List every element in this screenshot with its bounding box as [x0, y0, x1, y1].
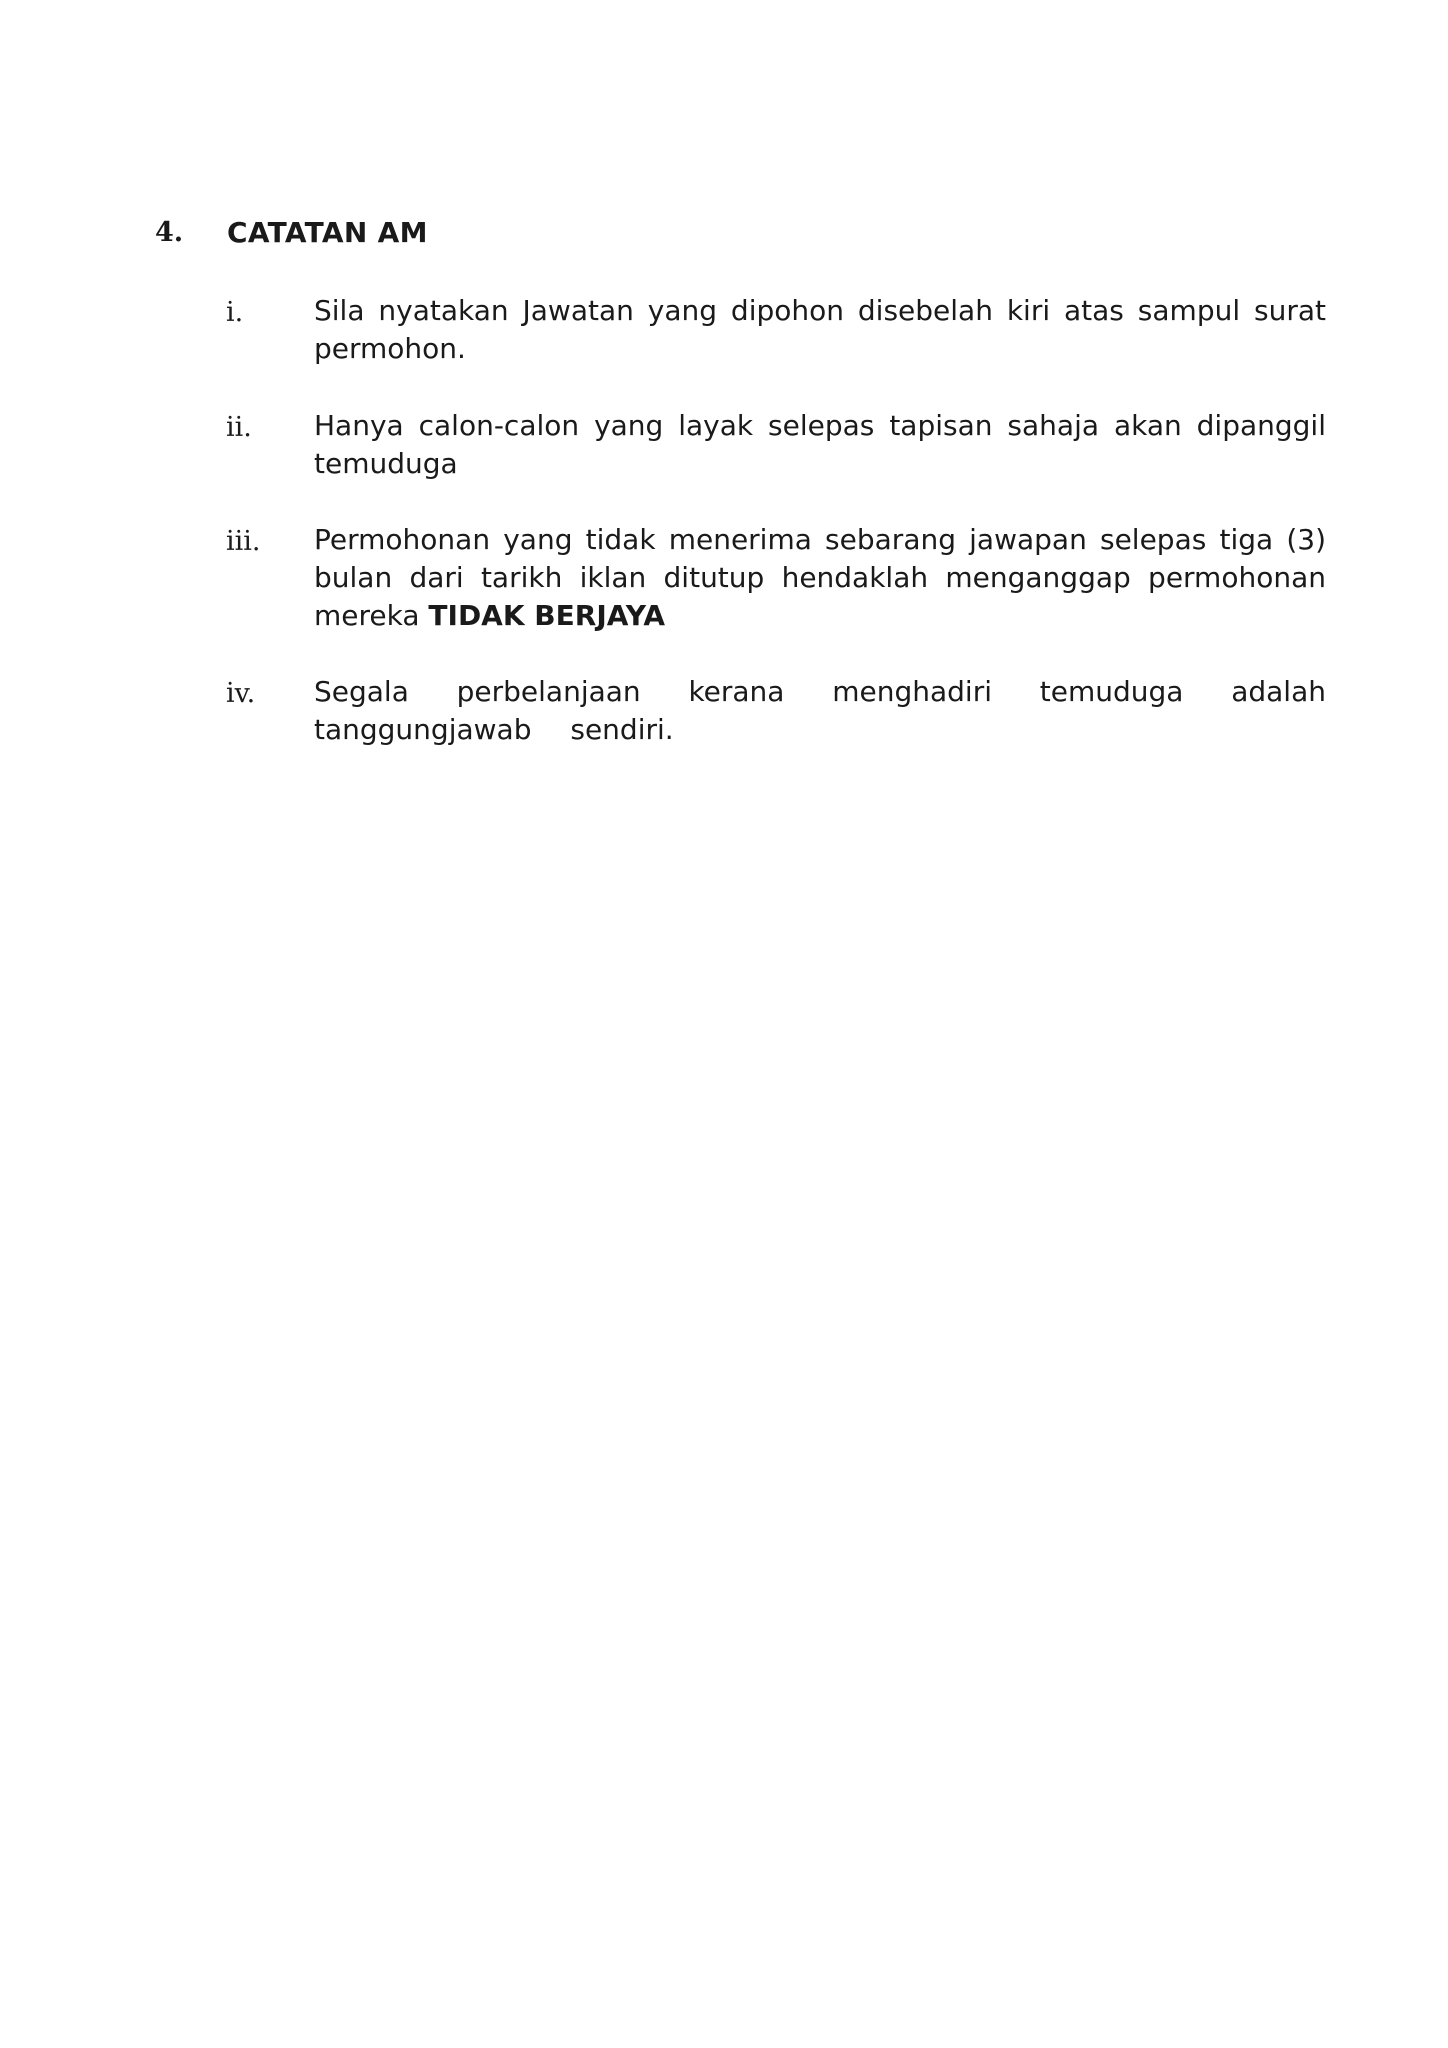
- section-heading: [155, 212, 428, 252]
- note-marker: iii.: [226, 526, 261, 557]
- note-item-1: [226, 292, 1326, 368]
- note-marker: i.: [226, 297, 244, 328]
- note-text: Sila nyatakan Jawatan yang dipohon disebelah kiri atas sampul surat permohon.: [314, 294, 1326, 365]
- note-item-3: [226, 521, 1326, 635]
- note-item-2: [226, 407, 1326, 483]
- note-marker: ii.: [226, 412, 252, 443]
- section-title: CATATAN AM: [227, 215, 428, 249]
- section-number: 4.: [155, 216, 184, 248]
- note-text: Permohonan yang tidak menerima sebarang jawapan selepas tiga (3) bulan dari tarikh iklan ditutup hendaklah menganggap permohonan mereka: [314, 523, 1326, 632]
- note-text-container: [314, 521, 1326, 635]
- note-emphasis: TIDAK BERJAYA: [428, 599, 665, 632]
- note-item-4: [226, 673, 1326, 749]
- note-text: Segala perbelanjaan kerana menghadiri temuduga adalah tanggungjawab sendiri.: [314, 675, 1326, 746]
- note-marker: iv.: [226, 678, 256, 709]
- note-text: Hanya calon-calon yang layak selepas tapisan sahaja akan dipanggil temuduga: [314, 409, 1326, 480]
